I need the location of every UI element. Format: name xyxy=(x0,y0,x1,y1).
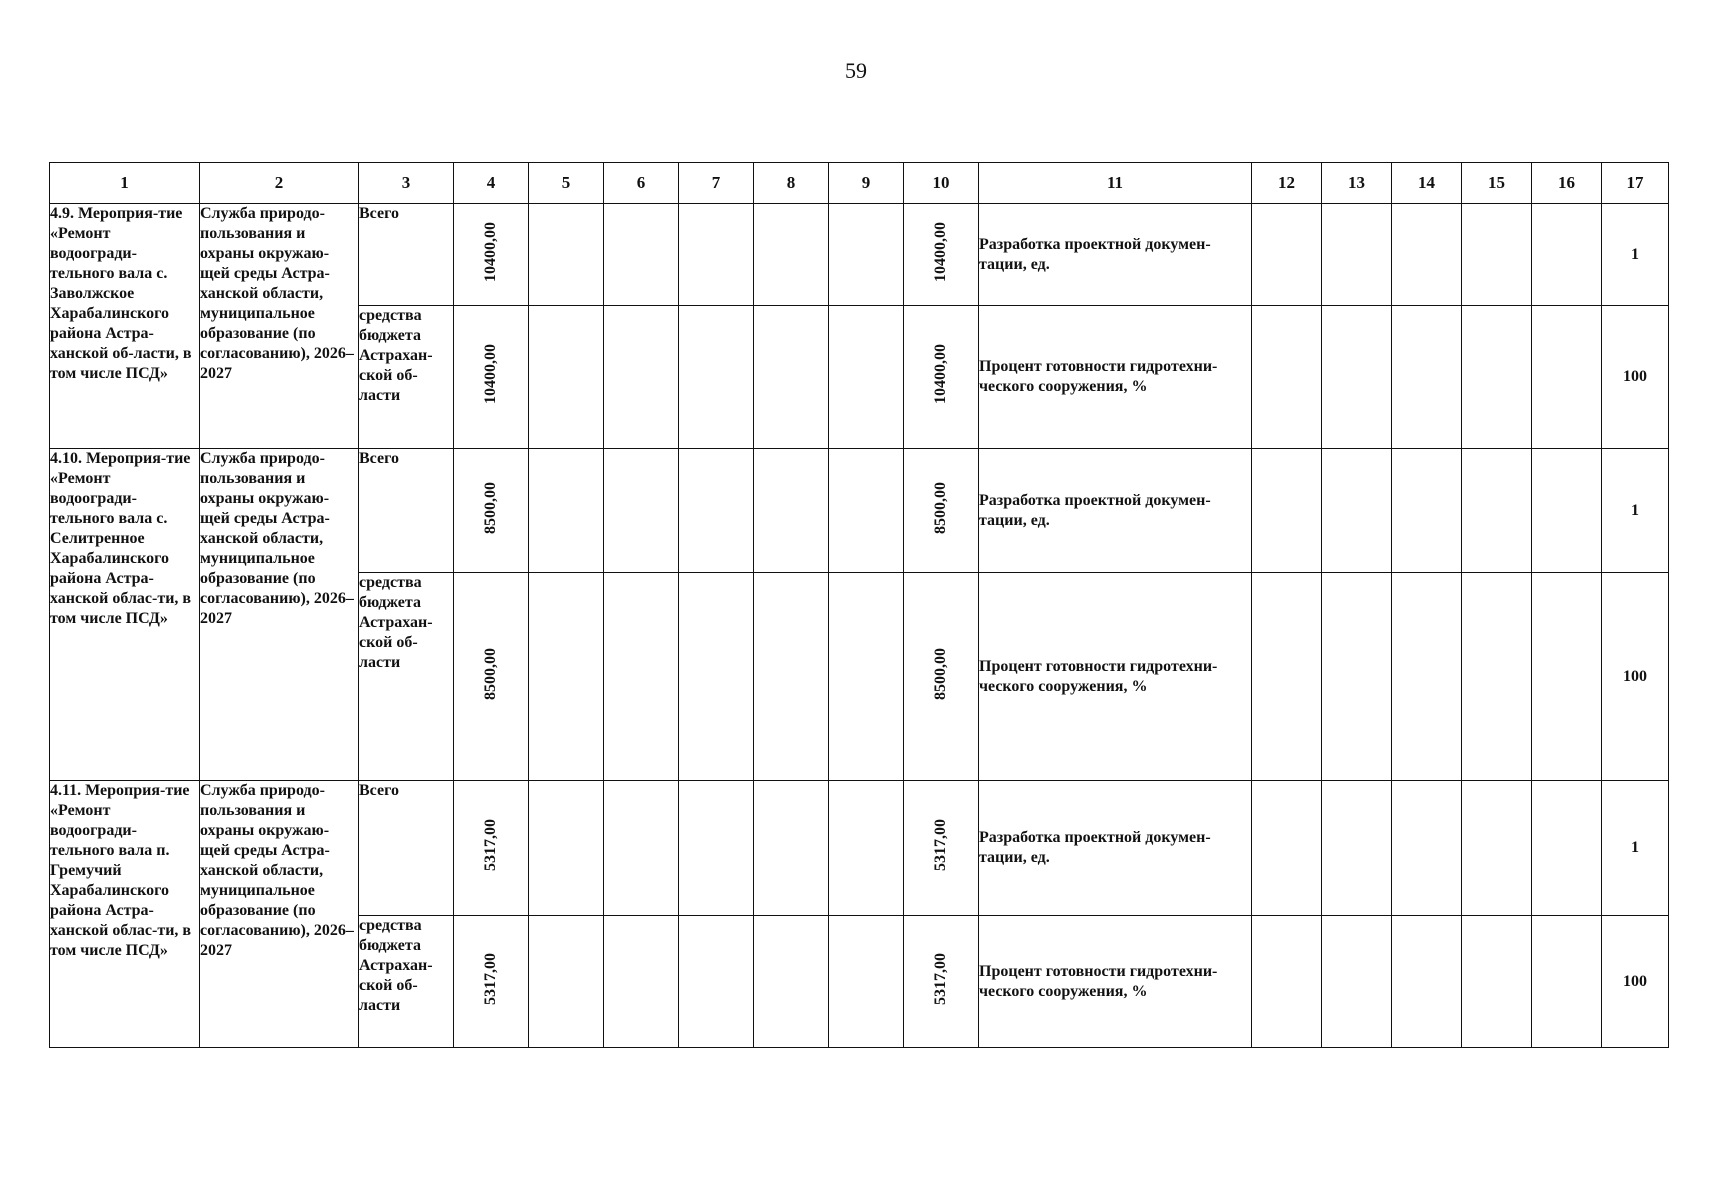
result-value: 1 xyxy=(1602,204,1669,306)
empty-cell xyxy=(1462,916,1532,1048)
empty-cell xyxy=(1532,916,1602,1048)
empty-cell xyxy=(754,449,829,573)
empty-cell xyxy=(604,306,679,449)
col-header: 1 xyxy=(50,163,200,204)
empty-cell xyxy=(1322,573,1392,781)
col-header: 16 xyxy=(1532,163,1602,204)
amount-col4: 8500,00 xyxy=(454,573,529,781)
empty-cell xyxy=(604,781,679,916)
empty-cell xyxy=(679,306,754,449)
indicator: Разработка проектной докумен-тации, ед. xyxy=(979,781,1252,916)
amount-col10: 5317,00 xyxy=(904,916,979,1048)
program-table xyxy=(49,162,1669,1048)
executor: Служба природо-пользования и охраны окружаю-щей среды Астра-ханской области, муниципальное образование (по согласованию), 2026–2027 xyxy=(200,204,359,449)
empty-cell xyxy=(829,449,904,573)
amount-col4: 8500,00 xyxy=(454,449,529,573)
indicator: Разработка проектной докумен-тации, ед. xyxy=(979,449,1252,573)
empty-cell xyxy=(679,204,754,306)
col-header: 2 xyxy=(200,163,359,204)
empty-cell xyxy=(829,916,904,1048)
empty-cell xyxy=(754,916,829,1048)
empty-cell xyxy=(529,781,604,916)
empty-cell xyxy=(1252,449,1322,573)
indicator: Разработка проектной докумен-тации, ед. xyxy=(979,204,1252,306)
empty-cell xyxy=(529,573,604,781)
empty-cell xyxy=(1462,449,1532,573)
col-header: 14 xyxy=(1392,163,1462,204)
empty-cell xyxy=(829,204,904,306)
empty-cell xyxy=(1252,204,1322,306)
empty-cell xyxy=(529,306,604,449)
empty-cell xyxy=(604,204,679,306)
activity-name: 4.10. Мероприя-тие «Ремонт водоогради-тельного вала с. Селитренное Харабалинского района Астра-ханской облас-ти, в том числе ПСД» xyxy=(50,449,200,781)
funding-source: Всего xyxy=(359,781,454,916)
empty-cell xyxy=(1532,306,1602,449)
empty-cell xyxy=(1462,204,1532,306)
col-header: 11 xyxy=(979,163,1252,204)
col-header: 10 xyxy=(904,163,979,204)
empty-cell xyxy=(1322,204,1392,306)
funding-source: средства бюджета Астрахан-ской об-ласти xyxy=(359,916,454,1048)
result-value: 1 xyxy=(1602,781,1669,916)
result-value: 100 xyxy=(1602,916,1669,1048)
amount-col4: 10400,00 xyxy=(454,204,529,306)
col-header: 4 xyxy=(454,163,529,204)
empty-cell xyxy=(604,916,679,1048)
funding-source: средства бюджета Астрахан-ской об-ласти xyxy=(359,573,454,781)
empty-cell xyxy=(1322,306,1392,449)
empty-cell xyxy=(1462,781,1532,916)
indicator: Процент готовности гидротехни-ческого сооружения, % xyxy=(979,306,1252,449)
indicator: Процент готовности гидротехни-ческого сооружения, % xyxy=(979,916,1252,1048)
result-value: 1 xyxy=(1602,449,1669,573)
empty-cell xyxy=(1532,449,1602,573)
empty-cell xyxy=(1532,781,1602,916)
empty-cell xyxy=(1252,306,1322,449)
header-row xyxy=(50,163,1669,204)
empty-cell xyxy=(829,573,904,781)
executor: Служба природо-пользования и охраны окружаю-щей среды Астра-ханской области, муниципальное образование (по согласованию), 2026–2027 xyxy=(200,449,359,781)
empty-cell xyxy=(529,916,604,1048)
empty-cell xyxy=(1252,916,1322,1048)
amount-col10: 10400,00 xyxy=(904,204,979,306)
empty-cell xyxy=(754,573,829,781)
empty-cell xyxy=(754,781,829,916)
funding-source: Всего xyxy=(359,449,454,573)
empty-cell xyxy=(679,781,754,916)
empty-cell xyxy=(1322,916,1392,1048)
table-row xyxy=(50,204,1669,306)
table-row xyxy=(50,781,1669,916)
empty-cell xyxy=(1392,916,1462,1048)
result-value: 100 xyxy=(1602,573,1669,781)
activity-name: 4.11. Мероприя-тие «Ремонт водоогради-тельного вала п. Гремучий Харабалинского района Астра-ханской облас-ти, в том числе ПСД» xyxy=(50,781,200,1048)
empty-cell xyxy=(829,781,904,916)
amount-col10: 8500,00 xyxy=(904,449,979,573)
empty-cell xyxy=(1392,781,1462,916)
empty-cell xyxy=(1252,573,1322,781)
col-header: 7 xyxy=(679,163,754,204)
indicator: Процент готовности гидротехни-ческого сооружения, % xyxy=(979,573,1252,781)
page-number: 59 xyxy=(845,58,867,83)
col-header: 12 xyxy=(1252,163,1322,204)
empty-cell xyxy=(1252,781,1322,916)
amount-col10: 5317,00 xyxy=(904,781,979,916)
result-value: 100 xyxy=(1602,306,1669,449)
empty-cell xyxy=(1392,204,1462,306)
empty-cell xyxy=(1392,573,1462,781)
col-header: 13 xyxy=(1322,163,1392,204)
empty-cell xyxy=(529,449,604,573)
empty-cell xyxy=(754,306,829,449)
empty-cell xyxy=(1532,573,1602,781)
table-row xyxy=(50,449,1669,573)
col-header: 5 xyxy=(529,163,604,204)
col-header: 6 xyxy=(604,163,679,204)
col-header: 9 xyxy=(829,163,904,204)
empty-cell xyxy=(604,449,679,573)
empty-cell xyxy=(1392,449,1462,573)
empty-cell xyxy=(1322,781,1392,916)
empty-cell xyxy=(604,573,679,781)
empty-cell xyxy=(1462,573,1532,781)
executor: Служба природо-пользования и охраны окружаю-щей среды Астра-ханской области, муниципальное образование (по согласованию), 2026–2027 xyxy=(200,781,359,1048)
empty-cell xyxy=(679,916,754,1048)
amount-col4: 5317,00 xyxy=(454,916,529,1048)
amount-col4: 5317,00 xyxy=(454,781,529,916)
empty-cell xyxy=(679,449,754,573)
col-header: 17 xyxy=(1602,163,1669,204)
amount-col10: 8500,00 xyxy=(904,573,979,781)
activity-name: 4.9. Мероприя-тие «Ремонт водоогради-тельного вала с. Заволжское Харабалинского района Астра-ханской об-ласти, в том числе ПСД» xyxy=(50,204,200,449)
col-header: 8 xyxy=(754,163,829,204)
amount-col10: 10400,00 xyxy=(904,306,979,449)
empty-cell xyxy=(754,204,829,306)
amount-col4: 10400,00 xyxy=(454,306,529,449)
col-header: 15 xyxy=(1462,163,1532,204)
funding-source: Всего xyxy=(359,204,454,306)
empty-cell xyxy=(829,306,904,449)
empty-cell xyxy=(1532,204,1602,306)
empty-cell xyxy=(1392,306,1462,449)
empty-cell xyxy=(679,573,754,781)
empty-cell xyxy=(1322,449,1392,573)
empty-cell xyxy=(529,204,604,306)
funding-source: средства бюджета Астрахан-ской об-ласти xyxy=(359,306,454,449)
empty-cell xyxy=(1462,306,1532,449)
col-header: 3 xyxy=(359,163,454,204)
